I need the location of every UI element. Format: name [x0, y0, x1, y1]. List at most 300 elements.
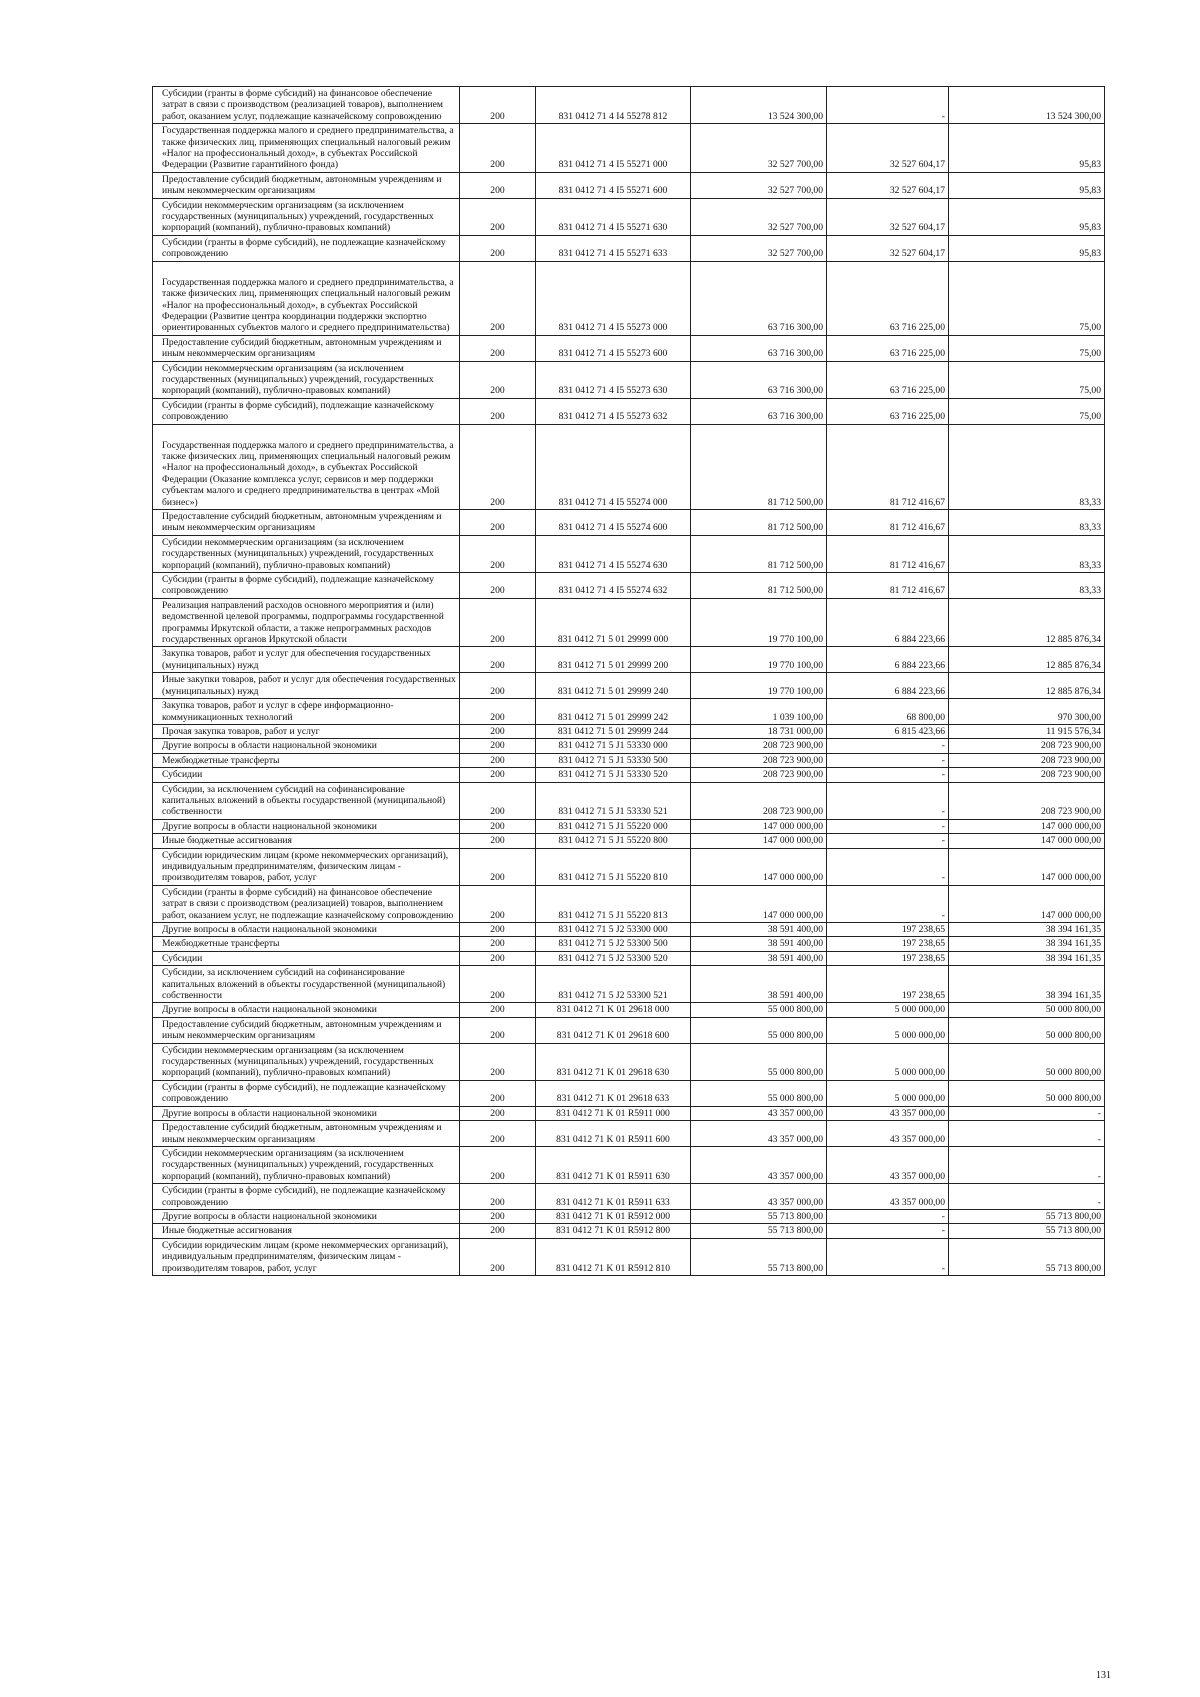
- budget-code-cell: 831 0412 71 K 01 R5911 600: [536, 1121, 691, 1147]
- expense-name-cell: [153, 724, 460, 738]
- expense-name-text: Межбюджетные трансферты: [162, 754, 280, 766]
- executed-amount-cell: 5 000 000,00: [827, 1043, 949, 1080]
- unexecuted-amount-cell: 208 723 900,00: [949, 782, 1105, 819]
- status-code-cell: 200: [460, 1017, 536, 1043]
- budget-code-cell: 831 0412 71 K 01 R5912 000: [536, 1209, 691, 1223]
- approved-amount-cell: 81 712 500,00: [691, 424, 827, 509]
- table-row: [153, 739, 1105, 753]
- status-code-cell: 200: [460, 739, 536, 753]
- budget-code-cell: 831 0412 71 K 01 29618 000: [536, 1003, 691, 1017]
- budget-code-cell: 831 0412 71 K 01 R5911 000: [536, 1106, 691, 1120]
- executed-amount-cell: 43 357 000,00: [827, 1184, 949, 1210]
- expense-name-cell: [153, 834, 460, 848]
- approved-amount-cell: 81 712 500,00: [691, 510, 827, 536]
- status-code-cell: 200: [460, 834, 536, 848]
- table-row: [153, 848, 1105, 885]
- expense-name-cell: [153, 739, 460, 753]
- budget-code-cell: 831 0412 71 4 I5 55274 630: [536, 535, 691, 572]
- expense-name-cell: [153, 124, 460, 173]
- status-code-cell: 200: [460, 398, 536, 424]
- budget-execution-table: [152, 86, 1105, 1276]
- expense-name-cell: [153, 951, 460, 965]
- expense-name-cell: [153, 235, 460, 261]
- executed-amount-cell: 32 527 604,17: [827, 235, 949, 261]
- approved-amount-cell: 32 527 700,00: [691, 172, 827, 198]
- approved-amount-cell: 63 716 300,00: [691, 398, 827, 424]
- expense-name-text: Другие вопросы в области национальной экономики: [162, 1004, 377, 1016]
- expense-name-text: Субсидии юридическим лицам (кроме некоммерческих организаций), индивидуальным предпринимателям, физическим лицам - производителям товаров, работ, услуг: [162, 1239, 449, 1274]
- table-row: [153, 1146, 1105, 1183]
- expense-name-cell: [153, 1106, 460, 1120]
- status-code-cell: 200: [460, 235, 536, 261]
- expense-name-cell: [153, 1121, 460, 1147]
- executed-amount-cell: 81 712 416,67: [827, 573, 949, 599]
- status-code-cell: 200: [460, 724, 536, 738]
- budget-code-cell: 831 0412 71 4 I5 55273 600: [536, 335, 691, 361]
- executed-amount-cell: 32 527 604,17: [827, 198, 949, 235]
- table-row: [153, 1184, 1105, 1210]
- unexecuted-amount-cell: 12 885 876,34: [949, 647, 1105, 673]
- table-row: [153, 724, 1105, 738]
- approved-amount-cell: 13 524 300,00: [691, 87, 827, 124]
- expense-name-text: Субсидии (гранты в форме субсидий) на финансовое обеспечение затрат в связи с производством (реализацией) товаров, выполнением работ, оказанием услуг, не подлежащие казначейскому сопровождению: [162, 886, 454, 921]
- expense-name-text: Предоставление субсидий бюджетным, автономным учреждениям и иным некоммерческим организациям: [162, 173, 442, 197]
- expense-name-cell: [153, 673, 460, 699]
- executed-amount-cell: 6 884 223,66: [827, 647, 949, 673]
- approved-amount-cell: 208 723 900,00: [691, 753, 827, 767]
- status-code-cell: 200: [460, 261, 536, 335]
- expense-name-text: Другие вопросы в области национальной экономики: [162, 740, 377, 752]
- status-code-cell: 200: [460, 1003, 536, 1017]
- approved-amount-cell: 32 527 700,00: [691, 235, 827, 261]
- table-row: [153, 699, 1105, 725]
- approved-amount-cell: 208 723 900,00: [691, 782, 827, 819]
- unexecuted-amount-cell: 75,00: [949, 335, 1105, 361]
- unexecuted-amount-cell: 208 723 900,00: [949, 768, 1105, 782]
- approved-amount-cell: 38 591 400,00: [691, 923, 827, 937]
- expense-name-cell: [153, 848, 460, 885]
- approved-amount-cell: 38 591 400,00: [691, 951, 827, 965]
- approved-amount-cell: 208 723 900,00: [691, 739, 827, 753]
- table-row: [153, 1043, 1105, 1080]
- executed-amount-cell: 32 527 604,17: [827, 124, 949, 173]
- table-row: [153, 673, 1105, 699]
- expense-name-cell: [153, 699, 460, 725]
- unexecuted-amount-cell: 12 885 876,34: [949, 673, 1105, 699]
- table-row: [153, 510, 1105, 536]
- status-code-cell: 200: [460, 673, 536, 699]
- status-code-cell: 200: [460, 819, 536, 833]
- approved-amount-cell: 18 731 000,00: [691, 724, 827, 738]
- table-row: [153, 261, 1105, 335]
- status-code-cell: 200: [460, 1043, 536, 1080]
- unexecuted-amount-cell: 95,83: [949, 172, 1105, 198]
- status-code-cell: 200: [460, 885, 536, 922]
- approved-amount-cell: 43 357 000,00: [691, 1146, 827, 1183]
- budget-code-cell: 831 0412 71 5 J2 53300 521: [536, 966, 691, 1003]
- table-row: [153, 424, 1105, 509]
- budget-code-cell: 831 0412 71 4 I5 55271 000: [536, 124, 691, 173]
- executed-amount-cell: 63 716 225,00: [827, 261, 949, 335]
- executed-amount-cell: 32 527 604,17: [827, 172, 949, 198]
- table-row: [153, 398, 1105, 424]
- expense-name-text: Государственная поддержка малого и среднего предпринимательства, а также физических лиц, применяющих специальный налоговый режим «Налог на профессиональный доход», в субъектах Российской Федерации (Развитие гарантийного фонда): [162, 125, 454, 171]
- executed-amount-cell: -: [827, 885, 949, 922]
- expense-name-text: Субсидии некоммерческим организациям (за исключением государственных (муниципальных) учреждений, государственных корпораций (компаний), публично-правовых компаний): [162, 536, 434, 571]
- approved-amount-cell: 55 000 800,00: [691, 1003, 827, 1017]
- budget-code-cell: 831 0412 71 K 01 29618 630: [536, 1043, 691, 1080]
- status-code-cell: 200: [460, 647, 536, 673]
- approved-amount-cell: 81 712 500,00: [691, 535, 827, 572]
- unexecuted-amount-cell: 50 000 800,00: [949, 1017, 1105, 1043]
- expense-name-cell: [153, 1017, 460, 1043]
- unexecuted-amount-cell: 147 000 000,00: [949, 819, 1105, 833]
- expense-name-cell: [153, 573, 460, 599]
- expense-name-cell: [153, 335, 460, 361]
- status-code-cell: 200: [460, 198, 536, 235]
- approved-amount-cell: 63 716 300,00: [691, 261, 827, 335]
- expense-name-text: Закупка товаров, работ и услуг в сфере информационно-коммуникационных технологий: [162, 700, 394, 723]
- table-row: [153, 235, 1105, 261]
- executed-amount-cell: -: [827, 739, 949, 753]
- table-row: [153, 198, 1105, 235]
- expense-name-text: Государственная поддержка малого и среднего предпринимательства, а также физических лиц, применяющих специальный налоговый режим «Налог на профессиональный доход», в субъектах Российской Федерации (Развитие центра координации поддержки экспортно ориентированных субъектов малого и среднего предпринимательства): [162, 276, 454, 334]
- executed-amount-cell: 43 357 000,00: [827, 1121, 949, 1147]
- executed-amount-cell: 197 238,65: [827, 966, 949, 1003]
- table-row: [153, 937, 1105, 951]
- unexecuted-amount-cell: 13 524 300,00: [949, 87, 1105, 124]
- unexecuted-amount-cell: 95,83: [949, 124, 1105, 173]
- unexecuted-amount-cell: 38 394 161,35: [949, 923, 1105, 937]
- unexecuted-amount-cell: 50 000 800,00: [949, 1003, 1105, 1017]
- expense-name-text: Иные бюджетные ассигнования: [162, 835, 292, 847]
- expense-name-text: Другие вопросы в области национальной экономики: [162, 924, 377, 935]
- expense-name-cell: [153, 87, 460, 124]
- executed-amount-cell: -: [827, 1224, 949, 1238]
- table-row: [153, 819, 1105, 833]
- executed-amount-cell: 6 884 223,66: [827, 598, 949, 647]
- expense-name-text: Другие вопросы в области национальной экономики: [162, 820, 377, 832]
- status-code-cell: 200: [460, 923, 536, 937]
- approved-amount-cell: 32 527 700,00: [691, 124, 827, 173]
- status-code-cell: 200: [460, 1106, 536, 1120]
- executed-amount-cell: 5 000 000,00: [827, 1017, 949, 1043]
- approved-amount-cell: 147 000 000,00: [691, 885, 827, 922]
- expense-name-cell: [153, 937, 460, 951]
- budget-code-cell: 831 0412 71 5 J1 55220 813: [536, 885, 691, 922]
- executed-amount-cell: -: [827, 834, 949, 848]
- executed-amount-cell: 5 000 000,00: [827, 1003, 949, 1017]
- expense-name-cell: [153, 647, 460, 673]
- expense-name-text: Субсидии юридическим лицам (кроме некоммерческих организаций), индивидуальным предпринимателям, физическим лицам - производителям товаров, работ, услуг: [162, 849, 449, 884]
- executed-amount-cell: -: [827, 819, 949, 833]
- status-code-cell: 200: [460, 1209, 536, 1223]
- unexecuted-amount-cell: 55 713 800,00: [949, 1209, 1105, 1223]
- table-row: [153, 1017, 1105, 1043]
- unexecuted-amount-cell: 95,83: [949, 198, 1105, 235]
- expense-name-text: Субсидии некоммерческим организациям (за исключением государственных (муниципальных) учреждений, государственных корпораций (компаний), публично-правовых компаний): [162, 362, 434, 397]
- status-code-cell: 200: [460, 699, 536, 725]
- unexecuted-amount-cell: 970 300,00: [949, 699, 1105, 725]
- unexecuted-amount-cell: 50 000 800,00: [949, 1080, 1105, 1106]
- expense-name-cell: [153, 361, 460, 398]
- budget-code-cell: 831 0412 71 5 J1 55220 000: [536, 819, 691, 833]
- budget-code-cell: 831 0412 71 K 01 R5912 810: [536, 1238, 691, 1275]
- executed-amount-cell: 81 712 416,67: [827, 510, 949, 536]
- status-code-cell: 200: [460, 361, 536, 398]
- expense-name-text: Другие вопросы в области национальной экономики: [162, 1210, 377, 1222]
- approved-amount-cell: 55 000 800,00: [691, 1080, 827, 1106]
- approved-amount-cell: 55 713 800,00: [691, 1209, 827, 1223]
- table-row: [153, 1209, 1105, 1223]
- expense-name-cell: [153, 424, 460, 509]
- status-code-cell: 200: [460, 1121, 536, 1147]
- expense-name-text: Иные закупки товаров, работ и услуг для обеспечения государственных (муниципальных) нужд: [162, 674, 456, 697]
- table-row: [153, 834, 1105, 848]
- expense-name-cell: [153, 1146, 460, 1183]
- budget-code-cell: 831 0412 71 5 J1 53330 000: [536, 739, 691, 753]
- budget-code-cell: 831 0412 71 K 01 R5911 630: [536, 1146, 691, 1183]
- expense-name-cell: [153, 510, 460, 536]
- table-row: [153, 535, 1105, 572]
- executed-amount-cell: 6 884 223,66: [827, 673, 949, 699]
- expense-name-cell: [153, 768, 460, 782]
- unexecuted-amount-cell: -: [949, 1121, 1105, 1147]
- expense-name-cell: [153, 966, 460, 1003]
- approved-amount-cell: 1 039 100,00: [691, 699, 827, 725]
- unexecuted-amount-cell: 38 394 161,35: [949, 951, 1105, 965]
- executed-amount-cell: 197 238,65: [827, 923, 949, 937]
- executed-amount-cell: -: [827, 1238, 949, 1275]
- approved-amount-cell: 19 770 100,00: [691, 647, 827, 673]
- expense-name-text: Предоставление субсидий бюджетным, автономным учреждениям и иным некоммерческим организациям: [162, 1122, 442, 1145]
- budget-code-cell: 831 0412 71 4 I5 55271 633: [536, 235, 691, 261]
- expense-name-cell: [153, 261, 460, 335]
- table-row: [153, 1121, 1105, 1147]
- expense-name-cell: [153, 1043, 460, 1080]
- expense-name-text: Реализация направлений расходов основного мероприятия и (или) ведомственной целевой программы, подпрограммы государственной программы Иркутской области, а также непрограммных расходов государственных органов Иркутской области: [162, 599, 444, 646]
- status-code-cell: 200: [460, 510, 536, 536]
- expense-name-cell: [153, 819, 460, 833]
- unexecuted-amount-cell: 38 394 161,35: [949, 966, 1105, 1003]
- table-row: [153, 923, 1105, 937]
- executed-amount-cell: 43 357 000,00: [827, 1146, 949, 1183]
- table-body: [153, 87, 1105, 1276]
- budget-code-cell: 831 0412 71 5 J2 53300 520: [536, 951, 691, 965]
- status-code-cell: 200: [460, 573, 536, 599]
- table-row: [153, 885, 1105, 922]
- status-code-cell: 200: [460, 1080, 536, 1106]
- table-row: [153, 966, 1105, 1003]
- table-row: [153, 1003, 1105, 1017]
- expense-name-cell: [153, 1209, 460, 1223]
- table-row: [153, 124, 1105, 173]
- budget-code-cell: 831 0412 71 4 I5 55273 000: [536, 261, 691, 335]
- expense-name-text: Субсидии некоммерческим организациям (за исключением государственных (муниципальных) учреждений, государственных корпораций (компаний), публично-правовых компаний): [162, 1044, 434, 1079]
- unexecuted-amount-cell: 55 713 800,00: [949, 1238, 1105, 1275]
- expense-name-cell: [153, 885, 460, 922]
- unexecuted-amount-cell: 75,00: [949, 261, 1105, 335]
- expense-name-cell: [153, 1184, 460, 1210]
- budget-code-cell: 831 0412 71 K 01 29618 633: [536, 1080, 691, 1106]
- budget-code-cell: 831 0412 71 4 I5 55274 632: [536, 573, 691, 599]
- approved-amount-cell: 19 770 100,00: [691, 673, 827, 699]
- expense-name-cell: [153, 535, 460, 572]
- unexecuted-amount-cell: 11 915 576,34: [949, 724, 1105, 738]
- status-code-cell: 200: [460, 87, 536, 124]
- table-row: [153, 87, 1105, 124]
- unexecuted-amount-cell: 55 713 800,00: [949, 1224, 1105, 1238]
- expense-name-cell: [153, 753, 460, 767]
- budget-code-cell: 831 0412 71 5 J2 53300 500: [536, 937, 691, 951]
- status-code-cell: 200: [460, 1146, 536, 1183]
- unexecuted-amount-cell: -: [949, 1146, 1105, 1183]
- approved-amount-cell: 43 357 000,00: [691, 1121, 827, 1147]
- table-row: [153, 768, 1105, 782]
- unexecuted-amount-cell: 75,00: [949, 398, 1105, 424]
- table-row: [153, 782, 1105, 819]
- expense-name-text: Субсидии, за исключением субсидий на софинансирование капитальных вложений в объекты государственной (муниципальной) собственности: [162, 783, 446, 818]
- table-row: [153, 335, 1105, 361]
- unexecuted-amount-cell: -: [949, 1184, 1105, 1210]
- expense-name-cell: [153, 1224, 460, 1238]
- status-code-cell: 200: [460, 598, 536, 647]
- approved-amount-cell: 147 000 000,00: [691, 819, 827, 833]
- table-row: [153, 573, 1105, 599]
- executed-amount-cell: 6 815 423,66: [827, 724, 949, 738]
- budget-code-cell: 831 0412 71 4 I4 55278 812: [536, 87, 691, 124]
- executed-amount-cell: 197 238,65: [827, 951, 949, 965]
- approved-amount-cell: 43 357 000,00: [691, 1184, 827, 1210]
- budget-code-cell: 831 0412 71 4 I5 55271 600: [536, 172, 691, 198]
- budget-code-cell: 831 0412 71 5 J1 53330 520: [536, 768, 691, 782]
- unexecuted-amount-cell: 147 000 000,00: [949, 885, 1105, 922]
- budget-code-cell: 831 0412 71 5 J1 53330 500: [536, 753, 691, 767]
- status-code-cell: 200: [460, 424, 536, 509]
- expense-name-text: Предоставление субсидий бюджетным, автономным учреждениям и иным некоммерческим организациям: [162, 1018, 442, 1042]
- expense-name-text: Субсидии (гранты в форме субсидий), не подлежащие казначейскому сопровождению: [162, 1081, 446, 1105]
- status-code-cell: 200: [460, 1238, 536, 1275]
- executed-amount-cell: 63 716 225,00: [827, 398, 949, 424]
- approved-amount-cell: 38 591 400,00: [691, 937, 827, 951]
- executed-amount-cell: 197 238,65: [827, 937, 949, 951]
- unexecuted-amount-cell: 50 000 800,00: [949, 1043, 1105, 1080]
- approved-amount-cell: 63 716 300,00: [691, 335, 827, 361]
- budget-code-cell: 831 0412 71 5 J1 55220 810: [536, 848, 691, 885]
- table-row: [153, 951, 1105, 965]
- executed-amount-cell: 81 712 416,67: [827, 535, 949, 572]
- expense-name-text: Закупка товаров, работ и услуг для обеспечения государственных (муниципальных) нужд: [162, 648, 431, 671]
- expense-name-text: Прочая закупка товаров, работ и услуг: [162, 725, 320, 737]
- approved-amount-cell: 55 713 800,00: [691, 1238, 827, 1275]
- expense-name-cell: [153, 1003, 460, 1017]
- budget-code-cell: 831 0412 71 4 I5 55273 632: [536, 398, 691, 424]
- status-code-cell: 200: [460, 937, 536, 951]
- budget-code-cell: 831 0412 71 5 J2 53300 000: [536, 923, 691, 937]
- table-row: [153, 172, 1105, 198]
- page-number: 131: [1096, 1670, 1111, 1681]
- expense-name-text: Субсидии: [162, 769, 203, 781]
- budget-code-cell: 831 0412 71 5 J1 53330 521: [536, 782, 691, 819]
- budget-code-cell: 831 0412 71 5 01 29999 240: [536, 673, 691, 699]
- executed-amount-cell: -: [827, 753, 949, 767]
- table-row: [153, 361, 1105, 398]
- budget-code-cell: 831 0412 71 4 I5 55271 630: [536, 198, 691, 235]
- unexecuted-amount-cell: 75,00: [949, 361, 1105, 398]
- table-row: [153, 1106, 1105, 1120]
- executed-amount-cell: 81 712 416,67: [827, 424, 949, 509]
- executed-amount-cell: 43 357 000,00: [827, 1106, 949, 1120]
- expense-name-cell: [153, 923, 460, 937]
- status-code-cell: 200: [460, 335, 536, 361]
- budget-code-cell: 831 0412 71 5 01 29999 244: [536, 724, 691, 738]
- budget-code-cell: 831 0412 71 K 01 R5912 800: [536, 1224, 691, 1238]
- unexecuted-amount-cell: -: [949, 1106, 1105, 1120]
- expense-name-cell: [153, 198, 460, 235]
- budget-code-cell: 831 0412 71 K 01 29618 600: [536, 1017, 691, 1043]
- expense-name-cell: [153, 782, 460, 819]
- unexecuted-amount-cell: 147 000 000,00: [949, 848, 1105, 885]
- expense-name-text: Субсидии (гранты в форме субсидий), не подлежащие казначейскому сопровождению: [162, 1185, 446, 1208]
- approved-amount-cell: 43 357 000,00: [691, 1106, 827, 1120]
- expense-name-cell: [153, 598, 460, 647]
- expense-name-text: Субсидии, за исключением субсидий на софинансирование капитальных вложений в объекты государственной (муниципальной) собственности: [162, 967, 446, 1002]
- approved-amount-cell: 38 591 400,00: [691, 966, 827, 1003]
- budget-code-cell: 831 0412 71 5 J1 55220 800: [536, 834, 691, 848]
- budget-code-cell: 831 0412 71 4 I5 55273 630: [536, 361, 691, 398]
- executed-amount-cell: 5 000 000,00: [827, 1080, 949, 1106]
- expense-name-text: Субсидии (гранты в форме субсидий), подлежащие казначейскому сопровождению: [162, 574, 434, 597]
- expense-name-text: Государственная поддержка малого и среднего предпринимательства, а также физических лиц, применяющих специальный налоговый режим «Налог на профессиональный доход», в субъектах Российской Федерации (Оказание комплекса услуг, сервисов и мер поддержки субъектам малого и среднего предпринимательства в центрах «Мой бизнес»): [162, 439, 454, 508]
- expense-name-cell: [153, 1080, 460, 1106]
- status-code-cell: 200: [460, 848, 536, 885]
- expense-name-cell: [153, 398, 460, 424]
- status-code-cell: 200: [460, 768, 536, 782]
- expense-name-text: Межбюджетные трансферты: [162, 938, 280, 950]
- approved-amount-cell: 81 712 500,00: [691, 573, 827, 599]
- table-row: [153, 1224, 1105, 1238]
- expense-name-cell: [153, 172, 460, 198]
- status-code-cell: 200: [460, 124, 536, 173]
- unexecuted-amount-cell: 83,33: [949, 535, 1105, 572]
- approved-amount-cell: 32 527 700,00: [691, 198, 827, 235]
- status-code-cell: 200: [460, 1224, 536, 1238]
- table-row: [153, 598, 1105, 647]
- expense-name-text: Субсидии некоммерческим организациям (за исключением государственных (муниципальных) учреждений, государственных корпораций (компаний), публично-правовых компаний): [162, 199, 434, 234]
- executed-amount-cell: -: [827, 848, 949, 885]
- approved-amount-cell: 63 716 300,00: [691, 361, 827, 398]
- table-row: [153, 647, 1105, 673]
- unexecuted-amount-cell: 208 723 900,00: [949, 753, 1105, 767]
- approved-amount-cell: 19 770 100,00: [691, 598, 827, 647]
- budget-code-cell: 831 0412 71 4 I5 55274 600: [536, 510, 691, 536]
- expense-name-text: Субсидии: [162, 952, 203, 964]
- table-row: [153, 1080, 1105, 1106]
- table-row: [153, 753, 1105, 767]
- expense-name-text: Иные бюджетные ассигнования: [162, 1225, 292, 1237]
- budget-code-cell: 831 0412 71 5 01 29999 000: [536, 598, 691, 647]
- status-code-cell: 200: [460, 172, 536, 198]
- unexecuted-amount-cell: 208 723 900,00: [949, 739, 1105, 753]
- executed-amount-cell: -: [827, 1209, 949, 1223]
- status-code-cell: 200: [460, 535, 536, 572]
- budget-code-cell: 831 0412 71 5 01 29999 200: [536, 647, 691, 673]
- expense-name-text: Субсидии (гранты в форме субсидий), не подлежащие казначейскому сопровождению: [162, 236, 446, 260]
- executed-amount-cell: 63 716 225,00: [827, 335, 949, 361]
- budget-code-cell: 831 0412 71 K 01 R5911 633: [536, 1184, 691, 1210]
- unexecuted-amount-cell: 95,83: [949, 235, 1105, 261]
- unexecuted-amount-cell: 12 885 876,34: [949, 598, 1105, 647]
